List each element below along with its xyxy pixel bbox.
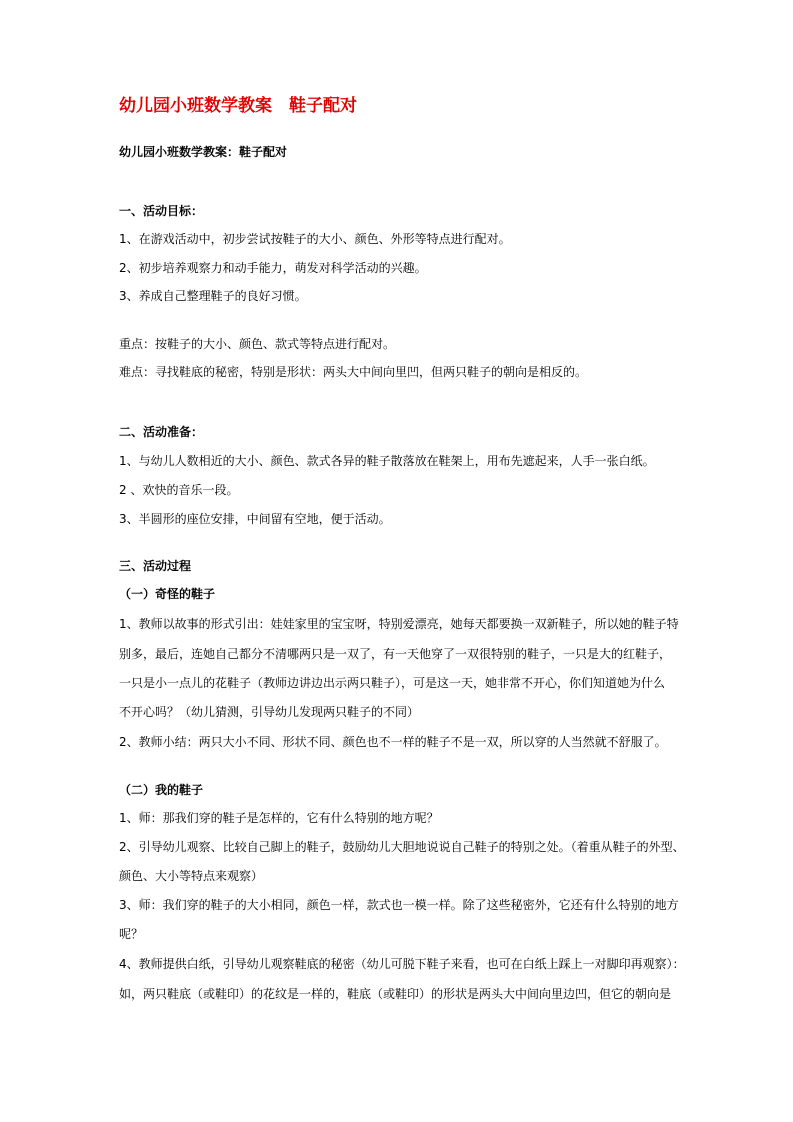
paragraph-line: 一只是小一点儿的花鞋子（教师边讲边出示两只鞋子），可是这一天，她非常不开心，你们知道她为什么 (119, 676, 666, 690)
subsection-heading-my-shoes: （二）我的鞋子 (119, 783, 204, 797)
paragraph-line: 别多，最后，连她自己都分不清哪两只是一双了，有一天他穿了一双很特别的鞋子，一只是大的红鞋子， (119, 647, 672, 661)
preparation-item: 3、半圆形的座位安排，中间留有空地，便于活动。 (119, 512, 391, 526)
difficulty-point: 难点：寻找鞋底的秘密，特别是形状：两头大中间向里凹，但两只鞋子的朝向是相反的。 (119, 365, 588, 379)
paragraph-line: 1、教师以故事的形式引出：娃娃家里的宝宝呀，特别爱漂亮，她每天都要换一双新鞋子，所以她的鞋子特 (119, 617, 679, 631)
preparation-item: 1、与幼儿人数相近的大小、颜色、款式各异的鞋子散落放在鞋架上，用布先遮起来，人手一张白纸。 (119, 454, 655, 468)
document-title: 幼儿园小班数学教案 鞋子配对 (119, 96, 357, 116)
subsection-heading-strange-shoes: （一）奇怪的鞋子 (119, 587, 216, 601)
paragraph-line: 3、师：我们穿的鞋子的大小相同，颜色一样，款式也一模一样。除了这些秘密外，它还有什么特别的地方 (119, 898, 679, 912)
preparation-item: 2 、欢快的音乐一段。 (119, 483, 239, 497)
paragraph-line: 呢？ (119, 927, 144, 941)
section-heading-preparation: 二、活动准备： (119, 425, 204, 439)
paragraph-line: 4、教师提供白纸，引导幼儿观察鞋底的秘密（幼儿可脱下鞋子来看，也可在白纸上踩上一对脚印再观察）： (119, 957, 685, 971)
paragraph-line: 1、师：那我们穿的鞋子是怎样的，它有什么特别的地方呢？ (119, 811, 439, 825)
paragraph-line: 2、教师小结：两只大小不同、形状不同、颜色也不一样的鞋子不是一双，所以穿的人当然就不舒服了。 (119, 735, 667, 749)
paragraph-line: 颜色、大小等特点来观察） (119, 869, 264, 883)
document-subtitle: 幼儿园小班数学教案：鞋子配对 (119, 145, 288, 159)
section-heading-goals: 一、活动目标： (119, 204, 204, 218)
paragraph-line: 如，两只鞋底（或鞋印）的花纹是一样的，鞋底（或鞋印）的形状是两头大中间向里边凹，但它的朝向是 (119, 987, 672, 1001)
section-heading-process: 三、活动过程 (119, 559, 192, 573)
paragraph-line: 不开心吗？（幼儿猜测，引导幼儿发现两只鞋子的不同） (119, 705, 420, 719)
goal-item: 1、在游戏活动中，初步尝试按鞋子的大小、颜色、外形等特点进行配对。 (119, 232, 511, 246)
goal-item: 2、初步培养观察力和动手能力，萌发对科学活动的兴趣。 (119, 261, 427, 275)
goal-item: 3、养成自己整理鞋子的良好习惯。 (119, 289, 307, 303)
paragraph-line: 2、引导幼儿观察、比较自己脚上的鞋子，鼓励幼儿大胆地说说自己鞋子的特别之处。（着重从鞋子的外型、 (119, 840, 685, 854)
key-point: 重点：按鞋子的大小、颜色、款式等特点进行配对。 (119, 337, 396, 351)
